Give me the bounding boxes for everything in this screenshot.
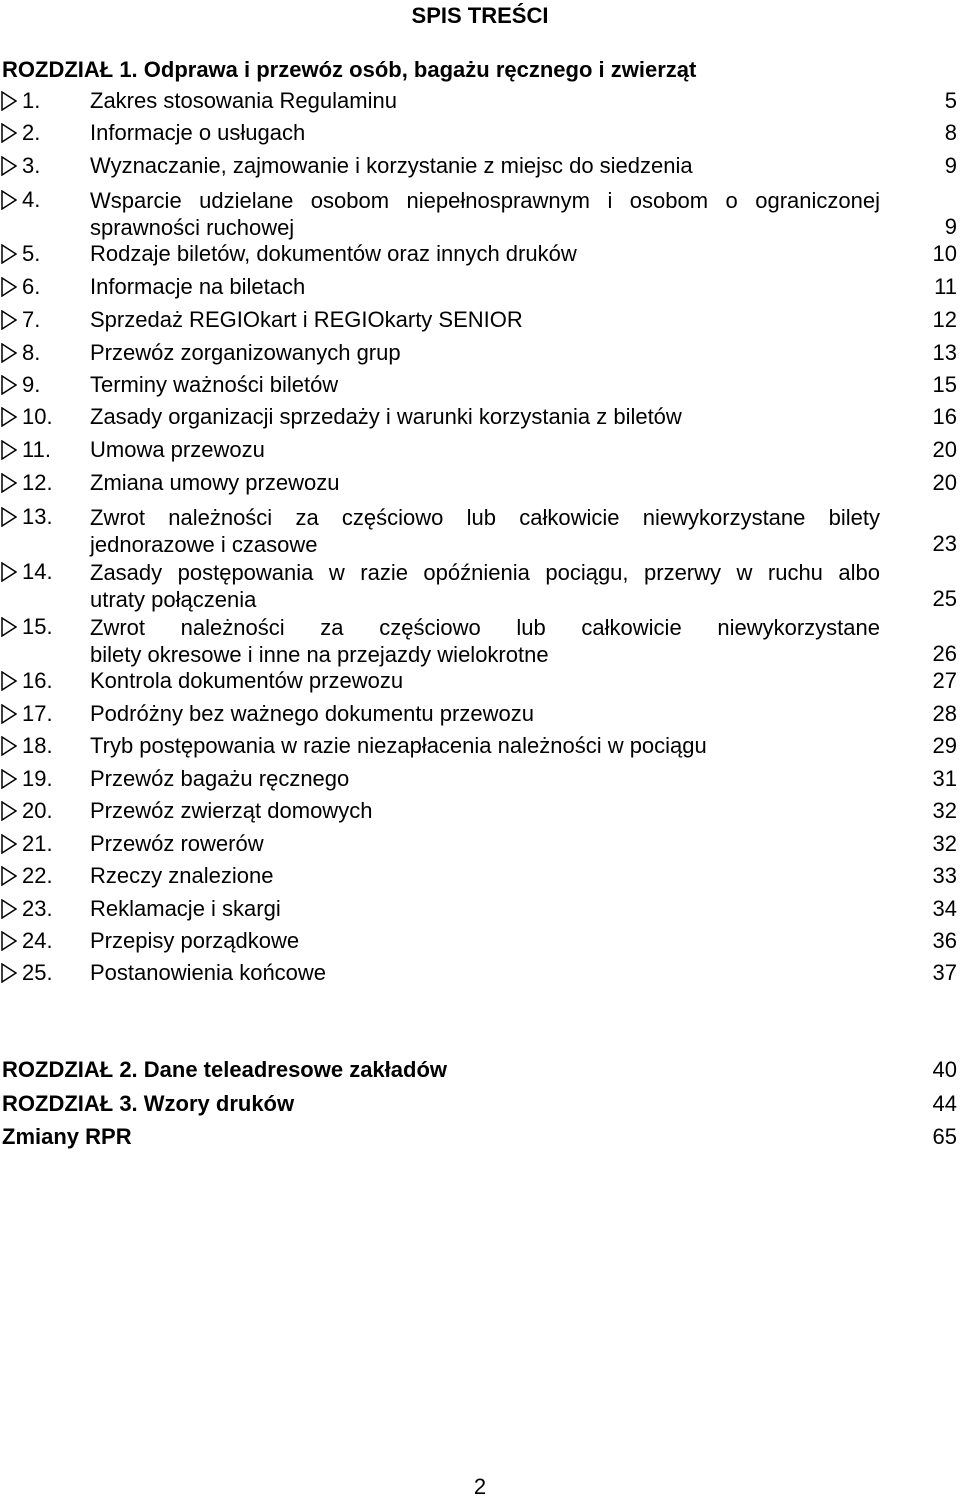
- toc-chapter-row[interactable]: [2, 1057, 957, 1083]
- toc-entry-number: 23.: [22, 896, 53, 921]
- toc-entry-title: [90, 241, 880, 267]
- arrow-bullet-icon: [1, 407, 17, 427]
- toc-entry[interactable]: [0, 437, 960, 464]
- toc-entry-title-line: Tryb postępowania w razie niezapłacenia należności w pociągu: [90, 733, 707, 758]
- toc-entry-page-number: 20: [932, 470, 957, 495]
- toc-entry[interactable]: [0, 404, 960, 431]
- arrow-bullet-icon: [1, 123, 17, 143]
- toc-entry-number: 24.: [22, 928, 53, 953]
- arrow-bullet-icon: [1, 834, 17, 854]
- toc-entry-title-line: Zakres stosowania Regulaminu: [90, 88, 397, 113]
- toc-entry[interactable]: [0, 187, 960, 241]
- toc-entry-title-line: Wsparcie udzielane osobom niepełnosprawnym i osobom o ograniczonej: [90, 188, 880, 213]
- page-title: SPIS TREŚCI: [411, 3, 549, 28]
- toc-entry-title-line: Wyznaczanie, zajmowanie i korzystanie z miejsc do siedzenia: [90, 153, 693, 178]
- toc-entry-title: [90, 798, 880, 824]
- toc-entry[interactable]: [0, 340, 960, 367]
- toc-entry-page-number: 13: [932, 340, 957, 365]
- toc-entry-number: 13.: [22, 504, 53, 529]
- toc-entry[interactable]: [0, 960, 960, 987]
- toc-entry[interactable]: [0, 274, 960, 301]
- toc-entry-page-number: 28: [932, 701, 957, 726]
- toc-entry-title: [90, 504, 880, 558]
- toc-entry-title: [90, 274, 880, 300]
- toc-entry-page-number: 34: [932, 896, 957, 921]
- toc-entry-number: 12.: [22, 470, 53, 495]
- toc-entry-number: 21.: [22, 831, 53, 856]
- arrow-bullet-icon: [1, 473, 17, 493]
- toc-entry-title: [90, 88, 880, 114]
- chapter-label: Zmiany RPR: [2, 1124, 132, 1149]
- toc-entry-title-line: jednorazowe i czasowe: [90, 532, 318, 557]
- toc-entry[interactable]: [0, 928, 960, 955]
- toc-entry-title-line: Przewóz zwierząt domowych: [90, 798, 373, 823]
- toc-entry-title-line: Zasady postępowania w razie opóźnienia pociągu, przerwy w ruchu albo: [90, 560, 880, 585]
- toc-entry-title: [90, 896, 880, 922]
- toc-entry[interactable]: [0, 120, 960, 147]
- toc-entry-page-number: 37: [932, 960, 957, 985]
- toc-entry-number: 14.: [22, 559, 53, 584]
- toc-entry-title: [90, 733, 880, 759]
- toc-entry[interactable]: [0, 863, 960, 890]
- toc-entry-title-line: Terminy ważności biletów: [90, 372, 339, 397]
- toc-entry-title-line: Zasady organizacji sprzedaży i warunki korzystania z biletów: [90, 404, 682, 429]
- toc-entry-number: 18.: [22, 733, 53, 758]
- arrow-bullet-icon: [1, 671, 17, 691]
- toc-entry-title: [90, 701, 880, 727]
- chapter-page-number: 44: [932, 1091, 957, 1116]
- arrow-bullet-icon: [1, 156, 17, 176]
- toc-entry-number: 19.: [22, 766, 53, 791]
- toc-entry-page-number: 25: [932, 586, 957, 611]
- toc-entry[interactable]: [0, 831, 960, 858]
- toc-entry[interactable]: [0, 470, 960, 497]
- toc-entry-page-number: 36: [932, 928, 957, 953]
- toc-entry-number: 17.: [22, 701, 53, 726]
- toc-entry-page-number: 9: [944, 153, 957, 178]
- toc-entry-title: [90, 928, 880, 954]
- chapter-label: ROZDZIAŁ 3. Wzory druków: [2, 1091, 295, 1116]
- toc-entry-title: [90, 470, 880, 496]
- toc-entry-page-number: 27: [932, 668, 957, 693]
- toc-entry-number: 16.: [22, 668, 53, 693]
- toc-entry[interactable]: [0, 766, 960, 793]
- toc-entry-number: 15.: [22, 614, 53, 639]
- toc-entry-page-number: 33: [932, 863, 957, 888]
- toc-entry-page-number: 32: [932, 798, 957, 823]
- toc-entry[interactable]: [0, 798, 960, 825]
- arrow-bullet-icon: [1, 931, 17, 951]
- toc-entry-title: [90, 831, 880, 857]
- chapter-1-heading: ROZDZIAŁ 1. Odprawa i przewóz osób, bagażu ręcznego i zwierząt: [2, 57, 697, 82]
- toc-entry[interactable]: [0, 241, 960, 268]
- toc-entry-number: 1.: [22, 88, 41, 113]
- arrow-bullet-icon: [1, 704, 17, 724]
- toc-entry-number: 3.: [22, 153, 41, 178]
- arrow-bullet-icon: [1, 375, 17, 395]
- toc-entry-page-number: 9: [944, 214, 957, 239]
- toc-entry[interactable]: [0, 701, 960, 728]
- toc-entry-number: 7.: [22, 307, 41, 332]
- toc-entry-title-line: utraty połączenia: [90, 587, 257, 612]
- toc-entry-number: 20.: [22, 798, 53, 823]
- arrow-bullet-icon: [1, 617, 17, 637]
- toc-entry-title: [90, 668, 880, 694]
- toc-entry-title-line: Informacje o usługach: [90, 120, 306, 145]
- toc-entry-title-line: Podróżny bez ważnego dokumentu przewozu: [90, 701, 534, 726]
- toc-entry-title: [90, 187, 880, 241]
- toc-entry-title-line: Rzeczy znalezione: [90, 863, 274, 888]
- toc-entry-page-number: 29: [932, 733, 957, 758]
- toc-entry-title-line: Umowa przewozu: [90, 437, 265, 462]
- toc-entry-title-line: Zwrot należności za częściowo lub całkowicie niewykorzystane: [90, 615, 880, 640]
- toc-entry-page-number: 32: [932, 831, 957, 856]
- arrow-bullet-icon: [1, 277, 17, 297]
- chapter-page-number: 40: [932, 1057, 957, 1082]
- toc-entry-title: [90, 153, 880, 179]
- toc-entry[interactable]: [0, 614, 960, 668]
- toc-entry-title-line: Rodzaje biletów, dokumentów oraz innych druków: [90, 241, 577, 266]
- toc-entry-number: 2.: [22, 120, 41, 145]
- toc-entry[interactable]: [0, 307, 960, 334]
- toc-entry-title: [90, 559, 880, 613]
- toc-entry-title-line: Zwrot należności za częściowo lub całkowicie niewykorzystane bilety: [90, 505, 880, 530]
- toc-entry-page-number: 16: [932, 404, 957, 429]
- toc-entry-page-number: 20: [932, 437, 957, 462]
- toc-entry-title: [90, 307, 880, 333]
- arrow-bullet-icon: [1, 801, 17, 821]
- toc-entry-title-line: Przewóz bagażu ręcznego: [90, 766, 350, 791]
- toc-entry-number: 6.: [22, 274, 41, 299]
- toc-entry-page-number: 31: [932, 766, 957, 791]
- toc-entry-number: 10.: [22, 404, 53, 429]
- toc-entry-title: [90, 120, 880, 146]
- arrow-bullet-icon: [1, 963, 17, 983]
- arrow-bullet-icon: [1, 343, 17, 363]
- toc-entry-title-line: Przewóz rowerów: [90, 831, 264, 856]
- arrow-bullet-icon: [1, 507, 17, 527]
- toc-entry[interactable]: [0, 504, 960, 558]
- arrow-bullet-icon: [1, 866, 17, 886]
- arrow-bullet-icon: [1, 91, 17, 111]
- footer-page-number: 2: [473, 1474, 487, 1499]
- arrow-bullet-icon: [1, 899, 17, 919]
- chapter-label: ROZDZIAŁ 2. Dane teleadresowe zakładów: [2, 1057, 448, 1082]
- toc-entry-page-number: 15: [932, 372, 957, 397]
- toc-entry-title: [90, 404, 880, 430]
- toc-entry[interactable]: [0, 733, 960, 760]
- toc-entry-number: 4.: [22, 187, 41, 212]
- toc-entry-number: 8.: [22, 340, 41, 365]
- toc-entry-title-line: Sprzedaż REGIOkart i REGIOkarty SENIOR: [90, 307, 523, 332]
- toc-entry-title-line: sprawności ruchowej: [90, 215, 295, 240]
- arrow-bullet-icon: [1, 440, 17, 460]
- toc-entry[interactable]: [0, 153, 960, 180]
- arrow-bullet-icon: [1, 310, 17, 330]
- toc-entry-number: 22.: [22, 863, 53, 888]
- toc-entry-title: [90, 340, 880, 366]
- toc-entry-page-number: 12: [932, 307, 957, 332]
- toc-entry-number: 5.: [22, 241, 41, 266]
- toc-entry-page-number: 10: [932, 241, 957, 266]
- arrow-bullet-icon: [1, 244, 17, 264]
- toc-entry-title: [90, 863, 880, 889]
- toc-entry-title-line: Reklamacje i skargi: [90, 896, 281, 921]
- toc-chapter-row[interactable]: [2, 1091, 957, 1117]
- toc-entry-number: 11.: [22, 437, 51, 462]
- toc-entry-page-number: 5: [944, 88, 957, 113]
- arrow-bullet-icon: [1, 562, 17, 582]
- toc-entry-title-line: Informacje na biletach: [90, 274, 306, 299]
- toc-entry-title: [90, 372, 880, 398]
- toc-entry-page-number: 23: [932, 531, 957, 556]
- toc-entry[interactable]: [0, 372, 960, 399]
- toc-entry-title: [90, 960, 880, 986]
- toc-entry-number: 9.: [22, 372, 41, 397]
- toc-entry-title-line: Przewóz zorganizowanych grup: [90, 340, 401, 365]
- chapter-page-number: 65: [932, 1124, 957, 1149]
- toc-entry-title-line: bilety okresowe i inne na przejazdy wielokrotne: [90, 642, 549, 667]
- arrow-bullet-icon: [1, 736, 17, 756]
- toc-chapter-row[interactable]: [2, 1124, 957, 1150]
- toc-entry[interactable]: [0, 668, 960, 695]
- toc-entry[interactable]: [0, 88, 960, 115]
- toc-entry-page-number: 26: [932, 641, 957, 666]
- arrow-bullet-icon: [1, 769, 17, 789]
- toc-entry-title-line: Kontrola dokumentów przewozu: [90, 668, 404, 693]
- toc-entry-page-number: 11: [934, 274, 957, 299]
- toc-entry[interactable]: [0, 896, 960, 923]
- toc-entry-title: [90, 614, 880, 668]
- toc-entry-page-number: 8: [944, 120, 957, 145]
- arrow-bullet-icon: [1, 190, 17, 210]
- toc-entry-title: [90, 437, 880, 463]
- toc-entry-title-line: Przepisy porządkowe: [90, 928, 300, 953]
- toc-entry-title-line: Zmiana umowy przewozu: [90, 470, 340, 495]
- toc-entry[interactable]: [0, 559, 960, 613]
- toc-entry-number: 25.: [22, 960, 53, 985]
- toc-entry-title-line: Postanowienia końcowe: [90, 960, 327, 985]
- toc-entry-title: [90, 766, 880, 792]
